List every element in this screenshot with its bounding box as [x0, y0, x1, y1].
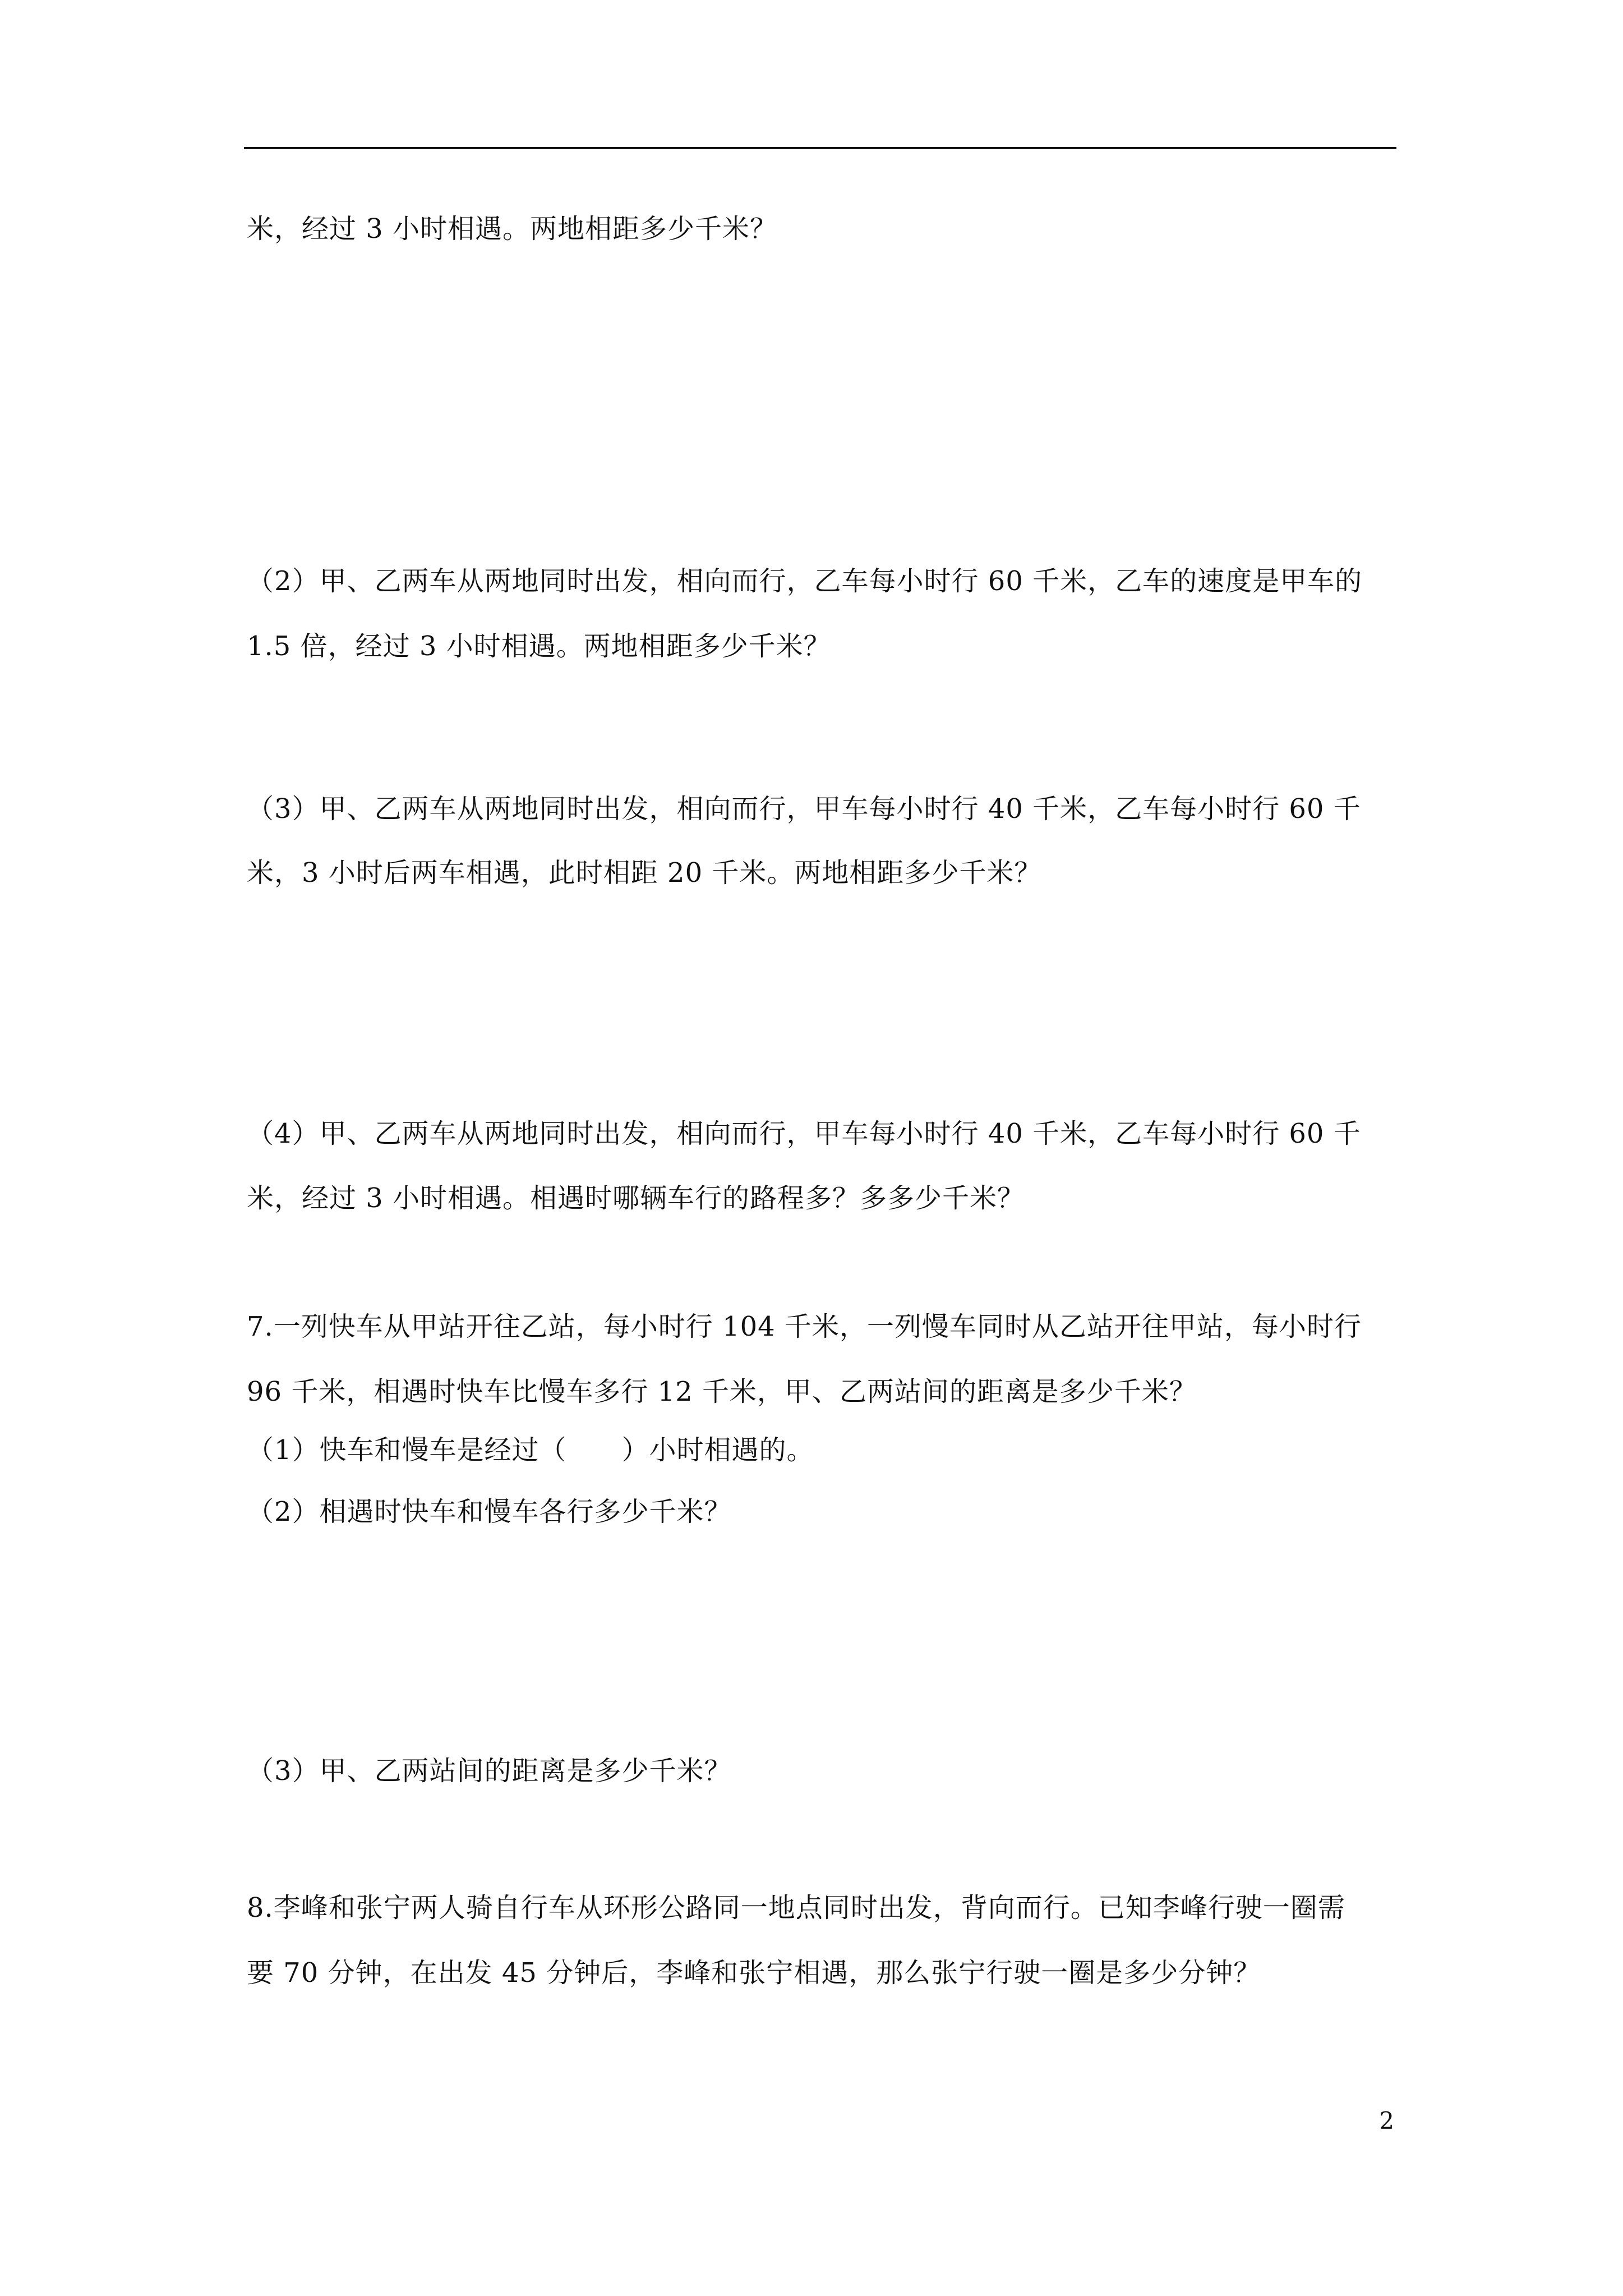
- problem-7-part-3: （3）甲、乙两站间的距离是多少千米？: [247, 1755, 732, 1787]
- problem-6-1-continuation: 米，经过 3 小时相遇。两地相距多少千米？: [247, 213, 778, 245]
- problem-6-2-line-1: （2）甲、乙两车从两地同时出发，相向而行，乙车每小时行 60 千米，乙车的速度是甲车的: [247, 565, 1363, 597]
- page-number: 2: [1379, 2107, 1394, 2134]
- problem-6-4-line-2: 米，经过 3 小时相遇。相遇时哪辆车行的路程多？多多少千米？: [247, 1182, 1025, 1214]
- problem-7-line-2: 96 千米，相遇时快车比慢车多行 12 千米，甲、乙两站间的距离是多少千米？: [247, 1376, 1197, 1407]
- problem-7-part-1: （1）快车和慢车是经过（ ）小时相遇的。: [247, 1434, 814, 1466]
- problem-8-line-1: 8.李峰和张宁两人骑自行车从环形公路同一地点同时出发，背向而行。已知李峰行驶一圈需: [247, 1892, 1345, 1924]
- problem-7-part-2: （2）相遇时快车和慢车各行多少千米？: [247, 1496, 732, 1527]
- problem-6-2-line-2: 1.5 倍，经过 3 小时相遇。两地相距多少千米？: [247, 631, 831, 662]
- problem-6-4-line-1: （4）甲、乙两车从两地同时出发，相向而行，甲车每小时行 40 千米，乙车每小时行 60 千: [247, 1118, 1361, 1149]
- problem-6-3-line-2: 米，3 小时后两车相遇，此时相距 20 千米。两地相距多少千米？: [247, 857, 1042, 889]
- problem-8-line-2: 要 70 分钟，在出发 45 分钟后，李峰和张宁相遇，那么张宁行驶一圈是多少分钟？: [247, 1957, 1261, 1989]
- problem-7-line-1: 7.一列快车从甲站开往乙站，每小时行 104 千米，一列慢车同时从乙站开往甲站，每小时行: [247, 1311, 1362, 1342]
- problem-6-3-line-1: （3）甲、乙两车从两地同时出发，相向而行，甲车每小时行 40 千米，乙车每小时行 60 千: [247, 793, 1361, 825]
- header-rule: [244, 147, 1396, 149]
